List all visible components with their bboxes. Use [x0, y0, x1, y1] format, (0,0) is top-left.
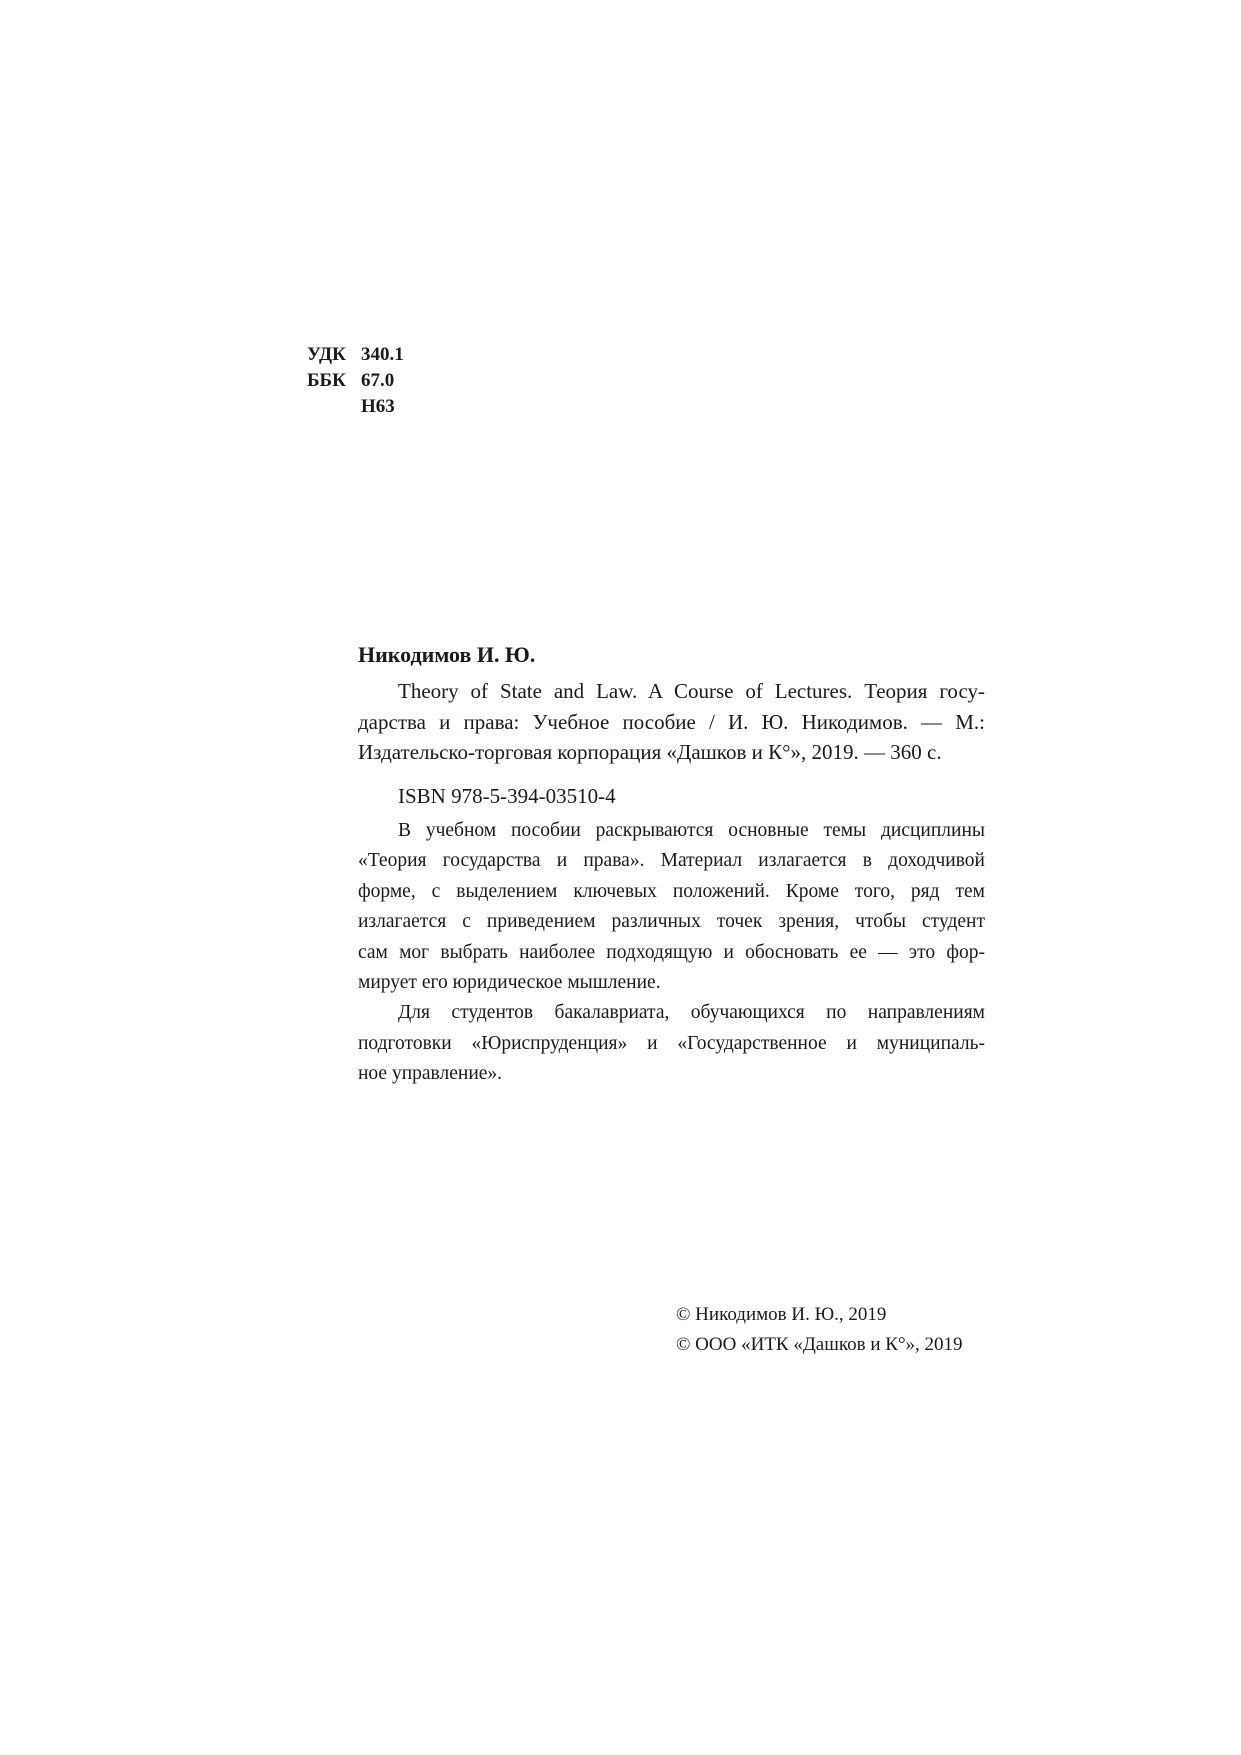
author-mark-row	[307, 394, 404, 420]
annotation-line: сам мог выбрать наиболее подходящую и обосновать ее — это фор-	[358, 941, 985, 963]
annotation-paragraph-2	[358, 998, 985, 1089]
annotation-line: ное управление».	[358, 1063, 503, 1085]
annotation-line: подготовки «Юриспруденция» и «Государственное и муниципаль-	[358, 1032, 985, 1054]
author-mark-label	[307, 394, 361, 420]
annotation-line: «Теория государства и права». Материал излагается в доходчивой	[358, 850, 985, 872]
annotation-line: Для студентов бакалавриата, обучающихся по направлениям	[398, 1002, 985, 1024]
description-line-2: дарства и права: Учебное пособие / И. Ю. Никодимов. — М.:	[358, 709, 985, 734]
bbk-value: 67.0	[361, 370, 395, 391]
copyright-block	[676, 1300, 963, 1360]
udk-row	[307, 342, 404, 368]
bibliographic-description	[358, 640, 985, 811]
description-line-3: Издательско-торговая корпорация «Дашков и К°», 2019. — 360 с.	[358, 740, 942, 764]
copyright-author: © Никодимов И. Ю., 2019	[676, 1304, 887, 1325]
author-heading: Никодимов И. Ю.	[358, 642, 536, 667]
annotation-line: форме, с выделением ключевых положений. Кроме того, ряд тем	[358, 880, 985, 902]
description-line-1: Theory of State and Law. A Course of Lectures. Теория госу-	[398, 679, 985, 703]
udk-label: УДК	[307, 344, 346, 365]
bbk-row	[307, 368, 404, 394]
author-mark-value: Н63	[361, 396, 395, 417]
description-text	[358, 676, 985, 768]
classification-block	[307, 342, 404, 420]
isbn: ISBN 978-5-394-03510-4	[398, 783, 616, 808]
udk-value: 340.1	[361, 344, 404, 365]
annotation-line: излагается с приведением различных точек зрения, чтобы студент	[358, 911, 985, 933]
copyright-publisher: © ООО «ИТК «Дашков и К°», 2019	[676, 1334, 963, 1355]
annotation-paragraph-1	[358, 816, 985, 998]
bbk-label: ББК	[307, 370, 346, 391]
annotation-line: мирует его юридическое мышление.	[358, 972, 661, 994]
annotation-line: В учебном пособии раскрываются основные темы дисциплины	[398, 820, 985, 841]
annotation	[358, 816, 985, 1090]
